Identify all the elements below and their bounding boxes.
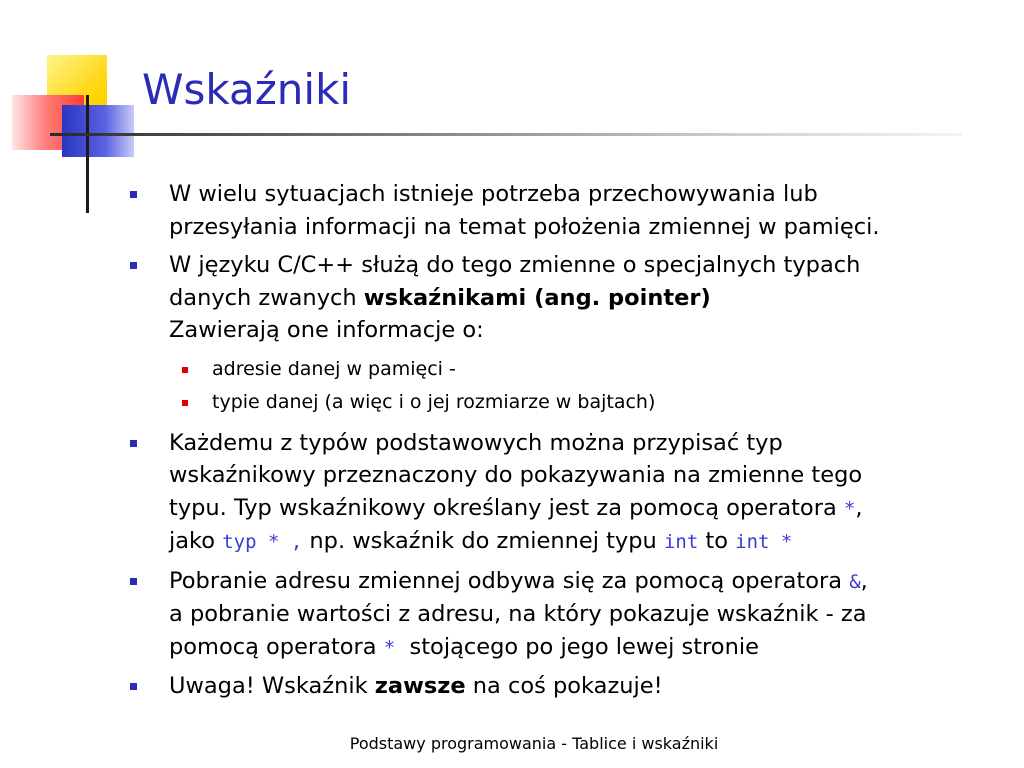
bullet-marker: [130, 262, 137, 269]
bullet-marker: [130, 578, 137, 585]
slide-title: Wskaźniki: [142, 65, 352, 114]
sub-bullet-text: typie danej (a więc i o jej rozmiarze w bajtach): [212, 390, 656, 413]
code-int: int: [663, 531, 699, 553]
bullet-text: pomocą operatora: [169, 633, 384, 660]
bullet-item-1: [130, 178, 1010, 243]
bullet-text: przesyłania informacji na temat położenia zmiennej w pamięci.: [169, 213, 880, 240]
bullet-text: wskaźnikowy przeznaczony do pokazywania na zmienne tego: [169, 462, 863, 488]
bullet-text: W języku C/C++ służą do tego zmienne o specjalnych typach: [169, 252, 861, 278]
bullet-text: to: [698, 528, 736, 554]
bullet-text: Uwaga! Wskaźnik: [169, 673, 375, 699]
code-int-star: int *: [735, 531, 793, 553]
code-operator-star: *: [843, 497, 856, 520]
sub-bullet-marker: [182, 400, 188, 406]
bullet-text: typu. Typ wskaźnikowy określany jest za pomocą operatora: [169, 494, 844, 521]
decor-vertical-line: [86, 95, 89, 213]
slide-content: [130, 178, 1010, 709]
slide-footer: Podstawy programowania - Tablice i wskaźniki: [349, 734, 719, 753]
bullet-text: W wielu sytuacjach istnieje potrzeba przechowywania lub: [169, 181, 818, 207]
bullet-text: a pobranie wartości z adresu, na który pokazuje wskaźnik - za: [169, 601, 867, 627]
bullet-marker: [130, 191, 137, 198]
decor-blue-square: [62, 105, 134, 157]
sub-bullet-marker: [182, 367, 188, 373]
bullet-item-3: [130, 427, 1010, 559]
bullet-text: ,: [855, 494, 863, 521]
bullet-text: Pobranie adresu zmiennej odbywa się za pomocą operatora: [169, 567, 850, 594]
code-operator-star: *: [383, 636, 396, 659]
code-operator-ampersand: &: [849, 570, 861, 593]
bullet-text: danych zwanych: [169, 284, 364, 311]
bullet-marker: [130, 683, 137, 690]
sub-bullet-item-1: [130, 353, 1010, 386]
bullet-text: stojącego po jego lewej stronie: [395, 633, 759, 660]
bullet-text: ,: [860, 567, 868, 594]
sub-bullet-text: adresie danej w pamięci -: [212, 357, 456, 380]
bullet-bold-text: zawsze: [374, 673, 466, 699]
bullet-marker: [130, 440, 137, 447]
bullet-bold-text: wskaźnikami (ang. pointer): [363, 284, 711, 311]
code-typ-star: typ * ,: [222, 531, 303, 553]
bullet-item-5: [130, 670, 1010, 703]
bullet-item-2: [130, 249, 1010, 347]
bullet-text: Zawierają one informacje o:: [169, 317, 484, 343]
bullet-text: Każdemu z typów podstawowych można przypisać typ: [169, 429, 783, 456]
sub-bullet-item-2: [130, 386, 1010, 419]
bullet-text: np. wskaźnik do zmiennej typu: [302, 528, 664, 554]
decor-horizontal-line: [50, 133, 962, 136]
bullet-text: jako: [169, 528, 223, 554]
bullet-item-4: [130, 565, 1010, 665]
bullet-text: na coś pokazuje!: [465, 673, 663, 699]
